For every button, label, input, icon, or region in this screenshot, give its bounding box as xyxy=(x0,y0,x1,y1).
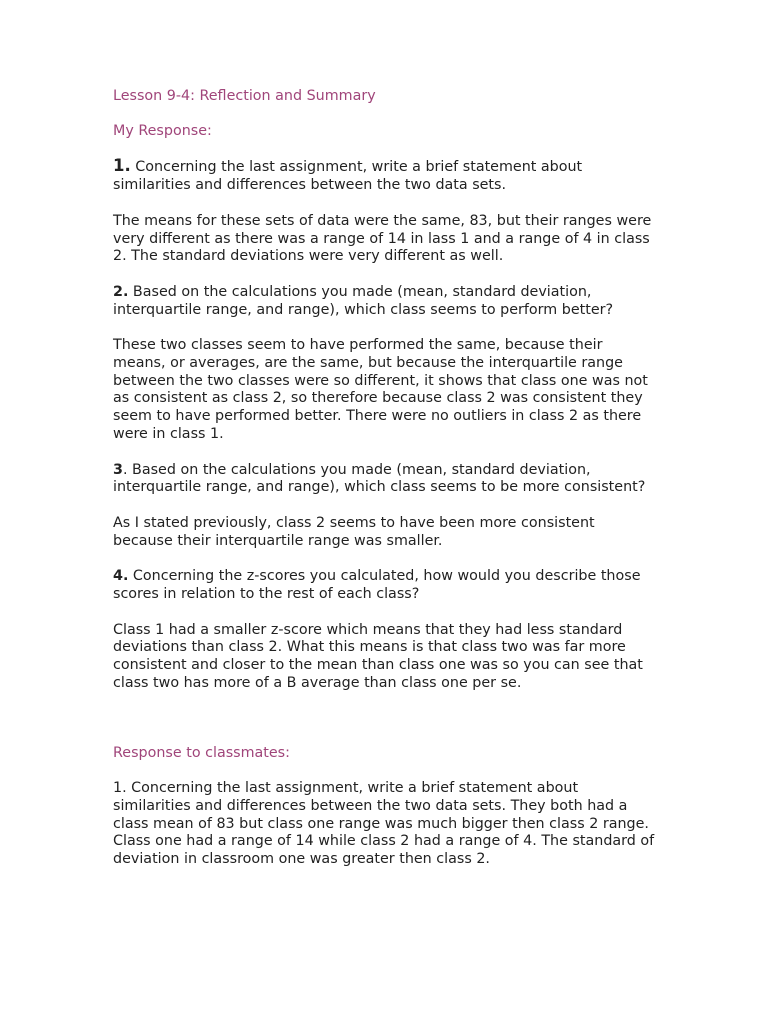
question-1 xyxy=(113,157,658,194)
answer-2: These two classes seem to have performed the same, because their means, or averages, are the same, but because the interquartile range between the two classes were so different, it shows that class one was not as consistent as class 2, so therefore because class 2 was consistent they seem to have performed better. There were no outliers in class 2 as there were in class 1. xyxy=(113,337,648,442)
question-3-prompt: . Based on the calculations you made (mean, standard deviation, interquartile range, and range), which class seems to be more consistent? xyxy=(113,461,646,496)
lesson-title: Lesson 9-4: Reflection and Summary xyxy=(113,88,376,104)
answer-4: Class 1 had a smaller z-score which means that they had less standard deviations than class 2. What this means is that class two was far more consistent and closer to the mean than class one was so you can see that class two has more of a B average than class one per se. xyxy=(113,621,643,691)
question-4 xyxy=(113,568,658,603)
question-3-number: 3 xyxy=(113,461,123,478)
classmates-heading: Response to classmates: xyxy=(113,744,290,761)
question-4-number: 4. xyxy=(113,568,129,585)
question-4-prompt: Concerning the z-scores you calculated, how would you describe those scores in relation to the rest of each class? xyxy=(113,568,641,603)
classmate-response: 1. Concerning the last assignment, write a brief statement about similarities and differences between the two data sets. They both had a class mean of 83 but class one range was much bigger then class 2 range. Class one had a range of 14 while class 2 had a range of 4. The standard of deviation in classroom one was greater then class 2. xyxy=(113,780,655,868)
question-1-prompt: Concerning the last assignment, write a brief statement about similarities and differences between the two data sets. xyxy=(113,159,583,194)
answer-1: The means for these sets of data were the same, 83, but their ranges were very different as there was a range of 14 in lass 1 and a range of 4 in class 2. The standard deviations were very different as well. xyxy=(113,212,652,265)
question-3 xyxy=(113,462,658,497)
question-2-prompt: Based on the calculations you made (mean, standard deviation, interquartile range, and range), which class seems to perform better? xyxy=(113,283,614,318)
answer-3: As I stated previously, class 2 seems to have been more consistent because their interquartile range was smaller. xyxy=(113,514,595,549)
question-2-number: 2. xyxy=(113,283,129,300)
document-page xyxy=(113,88,658,869)
my-response-heading: My Response: xyxy=(113,122,212,139)
question-2 xyxy=(113,284,658,319)
question-1-number: 1. xyxy=(113,156,131,176)
